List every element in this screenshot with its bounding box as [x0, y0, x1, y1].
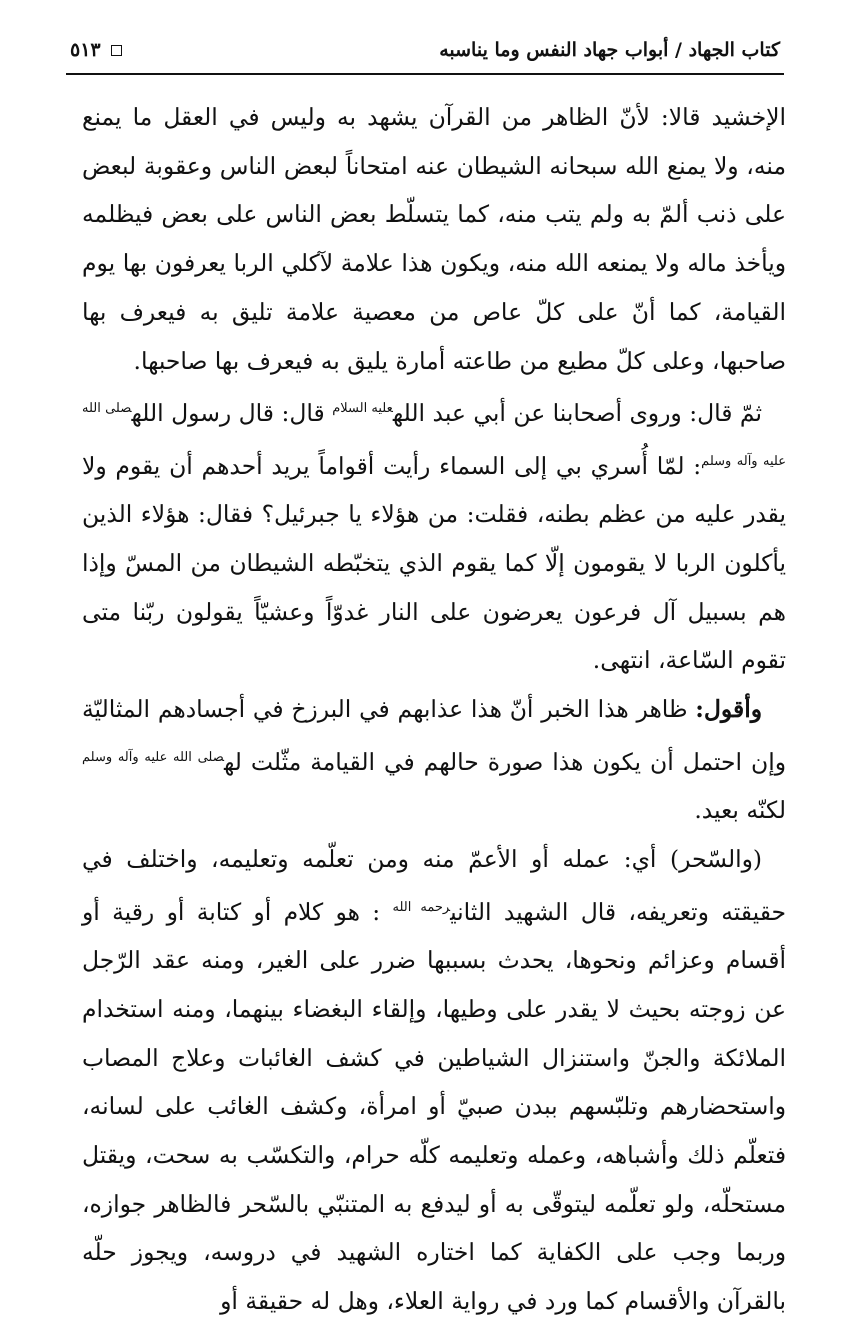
honorific: صلى الله عليه وآله وسلم [82, 401, 786, 469]
honorific: صلى الله عليه وآله وسلم [82, 749, 224, 765]
running-header [70, 30, 780, 70]
text-run: ظاهر هذا الخبر أنّ هذا عذابهم في البرزخ في أجسادهم المثاليّة وإن احتمل أن يكون هذا صورة حالهم في القيامة مثّلت له [82, 695, 786, 776]
bold-lead: وأقول: [695, 695, 762, 724]
square-icon [111, 45, 122, 56]
text-run: : هو كلام أو كتابة أو رقية أو أقسام وعزائم ونحوها، يحدث بسببها ضرر على الغير، ومنه عقد الرّجل عن زوجته بحيث لا يقدر على وطيها، وإلقاء البغضاء بينهما، ومنه استخدام الملائكة والجنّ واستنزال الشياطين في كشف الغائبات وعلاج المصاب واستحضارهم وتلبّسهم ببدن صبيّ أو امرأة، وكشف الغائب على لسانه، فتعلّم ذلك وأشباهه، وعمله وتعليمه كلّه حرام، والتكسّب به سحت، ويقتل مستحلّه، ولو تعلّمه ليتوقّى به أو ليدفع به المتنبّي بالسّحر فالظاهر جوازه، وربما وجب على الكفاية كما اختاره الشهيد في دروسه، ويجوز حلّه بالقرآن والأقسام كما ورد في رواية العلاء، وهل له حقيقة أو [82, 897, 786, 1316]
paragraph [82, 385, 786, 685]
header-rule [66, 73, 784, 75]
body-text [82, 93, 786, 1326]
honorific: عليه السلام [332, 401, 393, 417]
text-run: (والسّحر) أي: عمله أو الأعمّ منه ومن تعلّمه وتعليمه، واختلف في حقيقته وتعريفه، قال الشهيد الثاني [82, 844, 786, 926]
paragraph [82, 685, 786, 835]
paragraph [82, 835, 786, 1326]
text-run: الإخشيد قالا: لأنّ الظاهر من القرآن يشهد به وليس في العقل ما يمنع منه، ولا يمنع الله سبحانه الشيطان عنه امتحاناً لبعض الناس وعقوبة لبعض على ذنب ألمّ به ولم يتب منه، كما يتسلّط بعض الناس على بعض فيظلمه ويأخذ ماله ولا يمنعه الله منه، ويكون هذا علامة لآكلي الربا يعرفون بها يوم القيامة، كما أنّ على كلّ عاص من معصية علامة تليق به فيعرف بها صاحبها، وعلى كلّ مطيع من طاعته أمارة يليق به فيعرف بها صاحبها. [82, 103, 786, 375]
text-run: ثمّ قال: وروى أصحابنا عن أبي عبد الله [392, 399, 762, 428]
paragraph [82, 93, 786, 385]
text-run: : لمّا أُسري بي إلى السماء رأيت أقواماً يريد أحدهم أن يقوم ولا يقدر عليه من عظم بطنه، فقلت: من هؤلاء يا جبرئيل؟ فقال: هؤلاء الذين يأكلون الربا لا يقومون إلّا كما يقوم الذي يتخبّطه الشيطان من المسّ وإذا هم بسبيل آل فرعون يعرضون على النار غدوّاً وعشيّاً يقولون ربّنا متى تقوم السّاعة، انتهى. [82, 451, 786, 675]
text-run: قال: قال رسول الله [131, 399, 333, 428]
page-number: ٥١٣ [70, 39, 101, 61]
header-title: كتاب الجهاد / أبواب جهاد النفس وما يناسبه [439, 39, 780, 61]
honorific: رحمه الله [392, 899, 451, 915]
text-run: لكنّه بعيد. [694, 796, 786, 825]
page-number-group [70, 39, 122, 61]
